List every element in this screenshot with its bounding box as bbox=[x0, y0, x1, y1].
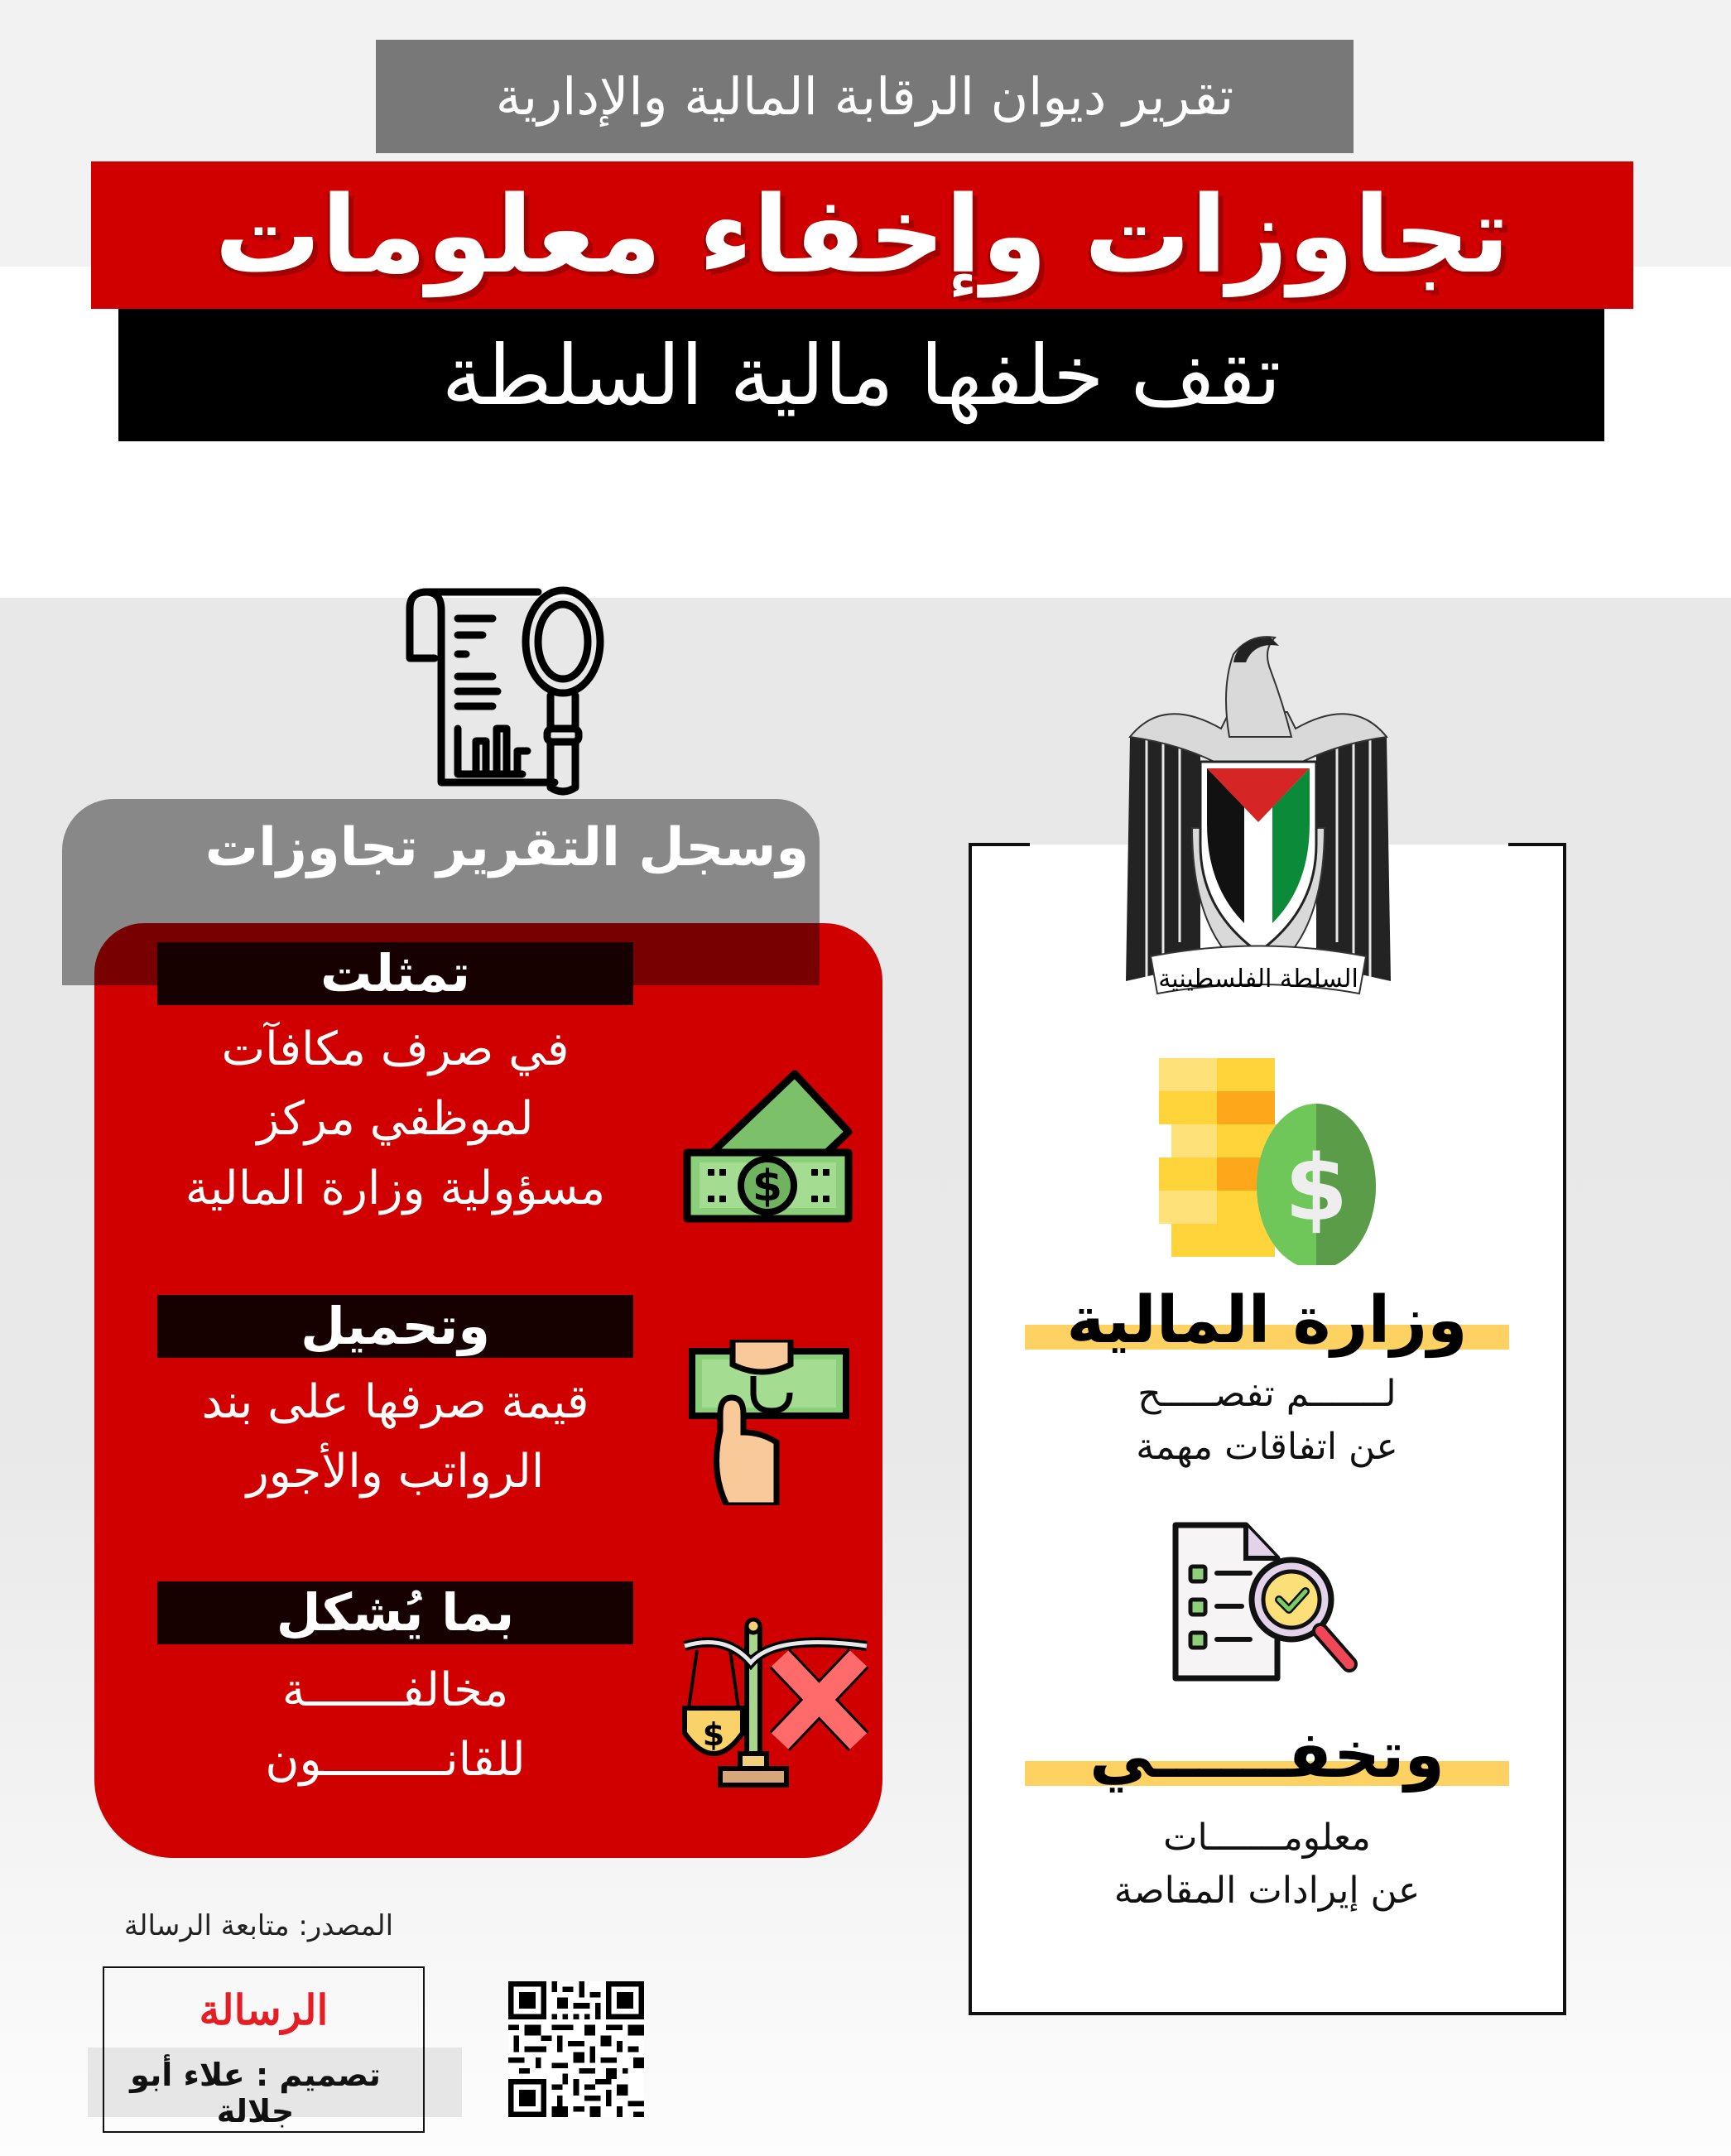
document-check-magnifier-icon bbox=[1167, 1517, 1366, 1687]
item-body-2 bbox=[124, 1368, 666, 1507]
coins-dollar-icon bbox=[1147, 1050, 1387, 1265]
ministry-subtext bbox=[1025, 1368, 1509, 1474]
panel-top-border bbox=[969, 843, 1030, 846]
headline: تجاوزات وإخفاء معلومات bbox=[91, 161, 1633, 309]
conceal-title: وتخفــــــي bbox=[1089, 1718, 1445, 1793]
scale-cross-icon bbox=[680, 1613, 871, 1791]
subtext-line: معلومـــــــات bbox=[1163, 1817, 1371, 1859]
item-body-3 bbox=[124, 1656, 666, 1795]
item-line: الرواتب والأجور bbox=[246, 1445, 545, 1499]
emblem-text: السلطة الفلسطينية bbox=[1158, 965, 1358, 994]
item-label-2: وتحميل bbox=[157, 1295, 633, 1358]
report-magnifier-icon bbox=[377, 575, 608, 799]
panel-top-border bbox=[1508, 843, 1566, 846]
ministry-title: وزارة المالية bbox=[1066, 1283, 1468, 1358]
section-label: وسجل التقرير تجاوزات bbox=[204, 817, 810, 878]
item-body-1 bbox=[124, 1015, 666, 1224]
item-label-3: بما يُشكل bbox=[157, 1581, 633, 1644]
item-label-1: تمثلت bbox=[157, 942, 633, 1005]
hand-holding-money-icon bbox=[687, 1340, 853, 1505]
designer-credit: تصميم : علاء أبو جلالة bbox=[130, 2057, 381, 2130]
item-line: لموظفي مركز bbox=[257, 1092, 534, 1146]
svg-text:$: $ bbox=[752, 1162, 783, 1211]
item-line: مسؤولية وزارة المالية bbox=[185, 1162, 606, 1215]
subtext-line: عن اتفاقات مهمة bbox=[1136, 1426, 1398, 1468]
money-bills-icon bbox=[683, 1070, 857, 1235]
subtext-line: لـــــــم تفصـــــح bbox=[1137, 1373, 1397, 1415]
svg-text:$: $ bbox=[702, 1716, 725, 1753]
conceal-title-block bbox=[1025, 1718, 1509, 1793]
subtext-line: عن إيرادات المقاصة bbox=[1113, 1870, 1421, 1912]
palestinian-authority-emblem-icon bbox=[1101, 629, 1416, 1018]
ministry-title-block bbox=[1025, 1283, 1509, 1358]
item-line: قيمة صرفها على بند bbox=[201, 1375, 589, 1429]
item-line: للقانـــــــــون bbox=[265, 1733, 526, 1787]
qr-code-icon[interactable] bbox=[508, 1981, 644, 2117]
item-line: مخالفـــــــة bbox=[281, 1663, 509, 1717]
item-line: في صرف مكافآت bbox=[221, 1023, 570, 1076]
subheadline: تقف خلفها مالية السلطة bbox=[118, 309, 1604, 441]
conceal-subtext bbox=[1025, 1812, 1509, 1918]
source-credit: المصدر: متابعة الرسالة bbox=[123, 1909, 394, 1942]
alresalah-logo: الرسالة bbox=[199, 1985, 329, 2034]
kicker-title: تقرير ديوان الرقابة المالية والإدارية bbox=[376, 40, 1354, 153]
svg-text:$: $ bbox=[1284, 1135, 1349, 1241]
